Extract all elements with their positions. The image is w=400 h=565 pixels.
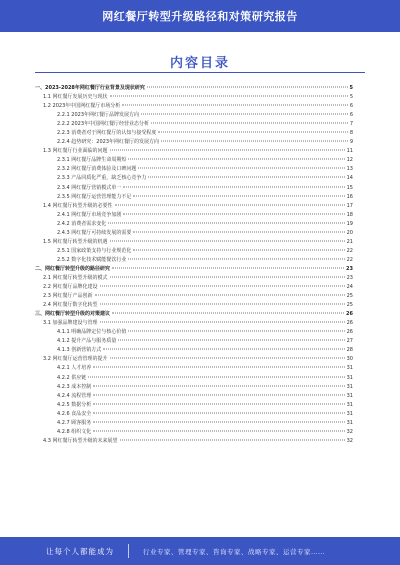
- toc-leader-dots: [103, 349, 344, 350]
- toc-entry[interactable]: [35, 301, 353, 310]
- toc-leader-dots: [133, 249, 344, 250]
- footer-bar: [0, 537, 400, 565]
- toc-entry[interactable]: [35, 229, 353, 238]
- report-header-bar: [0, 0, 400, 32]
- toc-entry-page: 17: [346, 202, 353, 209]
- toc-entry-label: 一、2023-2028年网红餐厅行业背景及现状研究: [35, 85, 145, 91]
- toc-entry[interactable]: [35, 220, 353, 229]
- toc-entry-label: 3.1 加强品牌建设与管理: [43, 320, 98, 327]
- toc-entry-label: 2.5.1 国家政策支持与行业规范化: [57, 247, 132, 254]
- toc-leader-dots: [95, 295, 345, 296]
- toc-entry[interactable]: [35, 355, 353, 364]
- toc-leader-dots: [93, 430, 344, 431]
- toc-entry[interactable]: [35, 419, 353, 428]
- toc-entry-page: 5: [349, 85, 353, 91]
- toc-entry-page: 28: [346, 347, 353, 354]
- toc-heading: 内容目录: [169, 56, 230, 71]
- toc-leader-dots: [93, 421, 344, 422]
- toc-leader-dots: [110, 240, 345, 241]
- toc-entry[interactable]: [35, 364, 353, 373]
- toc-leader-dots: [100, 304, 345, 305]
- toc-leader-dots: [147, 87, 348, 88]
- toc-entry-label: 2.3.2 网红餐厅消费体验及口碑问题: [57, 166, 137, 173]
- footer-divider: [128, 544, 129, 558]
- toc-entry-page: 9: [349, 139, 353, 146]
- footer-slogan: 让每个人都能成为: [46, 546, 114, 556]
- toc-leader-dots: [141, 114, 348, 115]
- toc-entry[interactable]: [35, 292, 353, 301]
- toc-entry-label: 2.3.3 产品同质化严重，缺乏核心竞争力: [57, 175, 147, 182]
- toc-entry-label: 4.2.3 成本控制: [57, 383, 92, 390]
- toc-entry[interactable]: [35, 147, 353, 156]
- toc-leader-dots: [120, 439, 345, 440]
- toc-entry-page: 26: [346, 329, 353, 336]
- toc-leader-dots: [93, 412, 344, 413]
- toc-entry-label: 4.2.6 食品安全: [57, 410, 92, 417]
- toc-entry[interactable]: [35, 437, 353, 446]
- toc-entry-label: 4.2.5 数据分析: [57, 401, 92, 408]
- toc-entry-label: 2.4.2 消费者需求变化: [57, 220, 107, 227]
- toc-entry[interactable]: [35, 184, 353, 193]
- toc-entry-page: 14: [346, 175, 353, 182]
- toc-entry-page: 22: [346, 256, 353, 263]
- toc-entry-page: 30: [346, 356, 353, 363]
- toc-entry-page: 31: [346, 410, 353, 417]
- toc-entry-page: 7: [349, 121, 353, 128]
- toc-entry-page: 31: [346, 419, 353, 426]
- toc-entry-label: 2.4.1 网红餐厅市场竞争加剧: [57, 211, 122, 218]
- toc-entry[interactable]: [35, 265, 353, 274]
- toc-entry-page: 16: [346, 193, 353, 200]
- toc-leader-dots: [108, 222, 344, 223]
- toc-entry[interactable]: [35, 211, 353, 220]
- toc-entry-label: 1.5 网红餐厅转型升级的机遇: [43, 238, 108, 245]
- toc-entry-page: 18: [346, 211, 353, 218]
- table-of-contents: [35, 84, 353, 446]
- toc-leader-dots: [122, 105, 348, 106]
- toc-entry-page: 32: [346, 437, 353, 444]
- toc-entry-label: 三、网红餐厅转型升级的对策建议: [35, 311, 111, 318]
- toc-entry[interactable]: [35, 202, 353, 211]
- toc-entry[interactable]: [35, 328, 353, 337]
- toc-entry-label: 1.2 2023年中国网红餐厅市场分析: [43, 103, 121, 110]
- toc-entry-label: 4.2.2 供应链: [57, 374, 87, 381]
- toc-leader-dots: [128, 159, 344, 160]
- toc-entry-label: 2.2.3 消费者对于网红餐厅的认知与接受程度: [57, 130, 157, 137]
- toc-leader-dots: [151, 123, 348, 124]
- toc-entry-page: 6: [349, 112, 353, 119]
- toc-leader-dots: [112, 313, 344, 314]
- toc-entry-page: 13: [346, 166, 353, 173]
- toc-leader-dots: [161, 141, 348, 142]
- toc-entry[interactable]: [35, 383, 353, 392]
- toc-leader-dots: [133, 231, 344, 232]
- toc-entry-label: 2.2.1 2023年网红餐厅品牌发展方向: [57, 112, 140, 119]
- toc-entry-page: 26: [346, 311, 353, 318]
- toc-entry-page: 31: [346, 392, 353, 399]
- toc-entry-label: 4.1.2 提升产品与服务质量: [57, 338, 117, 345]
- toc-entry-label: 2.3.1 网红餐厅品牌生命周期短: [57, 157, 127, 164]
- toc-entry-page: 31: [346, 401, 353, 408]
- toc-heading-divider: [35, 72, 365, 73]
- toc-entry[interactable]: [35, 238, 353, 247]
- toc-entry-page: 15: [346, 184, 353, 191]
- toc-entry[interactable]: [35, 174, 353, 183]
- toc-leader-dots: [148, 177, 344, 178]
- toc-entry-page: 6: [349, 103, 353, 110]
- toc-leader-dots: [133, 195, 344, 196]
- toc-leader-dots: [118, 340, 344, 341]
- toc-entry[interactable]: [35, 156, 353, 165]
- toc-entry[interactable]: [35, 274, 353, 283]
- toc-entry-label: 2.2.4 趋势研究：2023年网红餐厅的发展方向: [57, 139, 160, 146]
- toc-entry[interactable]: [35, 138, 353, 147]
- toc-entry-label: 4.2.1 人才培养: [57, 365, 92, 372]
- toc-entry-page: 5: [349, 94, 353, 101]
- toc-entry-label: 4.3 网红餐厅转型升级的未来展望: [43, 437, 118, 444]
- toc-entry-label: 4.2.8 组织文化: [57, 428, 92, 435]
- toc-entry[interactable]: [35, 410, 353, 419]
- toc-entry-label: 4.2.7 顾客服务: [57, 419, 92, 426]
- toc-entry[interactable]: [35, 84, 353, 93]
- toc-entry[interactable]: [35, 283, 353, 292]
- toc-entry-page: 12: [346, 157, 353, 164]
- toc-leader-dots: [123, 213, 344, 214]
- toc-leader-dots: [112, 267, 344, 268]
- toc-entry[interactable]: [35, 428, 353, 437]
- toc-leader-dots: [110, 276, 345, 277]
- toc-entry-label: 4.2.4 流程管理: [57, 392, 92, 399]
- toc-entry-page: 25: [346, 302, 353, 309]
- toc-entry-label: 4.1.3 创新营销方式: [57, 347, 102, 354]
- toc-entry-label: 2.4 网红餐厅数字化转型: [43, 302, 98, 309]
- toc-leader-dots: [93, 394, 344, 395]
- toc-entry-label: 1.4 网红餐厅转型升级的必要性: [43, 202, 113, 209]
- toc-entry-page: 31: [346, 374, 353, 381]
- toc-entry[interactable]: [35, 93, 353, 102]
- toc-entry[interactable]: [35, 247, 353, 256]
- toc-entry-page: 11: [346, 148, 353, 155]
- toc-leader-dots: [158, 132, 347, 133]
- toc-entry[interactable]: [35, 337, 353, 346]
- toc-entry-label: 2.3 网红餐厅产品创新: [43, 293, 93, 300]
- toc-leader-dots: [100, 322, 345, 323]
- toc-entry[interactable]: [35, 392, 353, 401]
- toc-leader-dots: [93, 385, 344, 386]
- toc-leader-dots: [128, 331, 344, 332]
- toc-entry-label: 2.4.3 网红餐厅可持续发展的需要: [57, 229, 132, 236]
- toc-entry-label: 2.3.4 网红餐厅营销模式单一: [57, 184, 122, 191]
- toc-entry[interactable]: [35, 129, 353, 138]
- toc-entry-page: 19: [346, 220, 353, 227]
- report-title: 网红餐厅转型升级路径和对策研究报告: [102, 10, 298, 23]
- toc-leader-dots: [123, 186, 344, 187]
- toc-entry-label: 4.1.1 明确品牌定位与核心价值: [57, 329, 127, 336]
- toc-entry-page: 23: [346, 265, 353, 272]
- toc-entry-page: 24: [346, 284, 353, 291]
- toc-entry-label: 2.1 网红餐厅转型升级的模式: [43, 274, 108, 281]
- toc-entry[interactable]: [35, 401, 353, 410]
- toc-entry-page: 21: [346, 238, 353, 245]
- toc-entry-label: 二、网红餐厅转型升级的路径研究: [35, 265, 111, 272]
- toc-entry-page: 26: [346, 320, 353, 327]
- toc-leader-dots: [93, 403, 344, 404]
- toc-entry[interactable]: [35, 111, 353, 120]
- toc-entry[interactable]: [35, 256, 353, 265]
- toc-entry[interactable]: [35, 193, 353, 202]
- toc-entry-label: 2.2.2 2023年中国网红餐厅经营业态分析: [57, 121, 150, 128]
- toc-entry-page: 8: [349, 130, 353, 137]
- toc-leader-dots: [110, 358, 345, 359]
- toc-entry[interactable]: [35, 120, 353, 129]
- footer-roles: 行业专家、管理专家、咨询专家、战略专家、运营专家……: [143, 547, 325, 556]
- toc-entry-label: 3.2 网红餐厅运营管理的提升: [43, 356, 108, 363]
- toc-entry-page: 27: [346, 338, 353, 345]
- toc-entry-label: 1.1 网红餐厅发展历史与现状: [43, 94, 108, 101]
- toc-entry[interactable]: [35, 346, 353, 355]
- toc-leader-dots: [100, 286, 345, 287]
- toc-entry-label: 2.2 网红餐厅品牌化建设: [43, 284, 98, 291]
- toc-entry-label: 1.3 网红餐厅行业面临的问题: [43, 148, 108, 155]
- toc-entry-page: 31: [346, 383, 353, 390]
- toc-leader-dots: [88, 376, 344, 377]
- toc-entry-page: 32: [346, 428, 353, 435]
- toc-leader-dots: [110, 96, 348, 97]
- toc-leader-dots: [93, 367, 344, 368]
- toc-leader-dots: [115, 204, 345, 205]
- toc-entry[interactable]: [35, 165, 353, 174]
- toc-entry-page: 31: [346, 365, 353, 372]
- toc-entry-page: 23: [346, 274, 353, 281]
- toc-entry-label: 2.5.2 数字化技术赋能餐饮行业: [57, 256, 127, 263]
- toc-entry-page: 20: [346, 229, 353, 236]
- toc-entry-label: 2.3.5 网红餐厅运营管理能力不足: [57, 193, 132, 200]
- toc-leader-dots: [138, 168, 344, 169]
- toc-entry[interactable]: [35, 319, 353, 328]
- toc-entry-page: 25: [346, 293, 353, 300]
- toc-entry[interactable]: [35, 374, 353, 383]
- toc-entry[interactable]: [35, 102, 353, 111]
- toc-leader-dots: [128, 258, 344, 259]
- toc-entry[interactable]: [35, 310, 353, 319]
- toc-leader-dots: [110, 150, 345, 151]
- toc-entry-page: 22: [346, 247, 353, 254]
